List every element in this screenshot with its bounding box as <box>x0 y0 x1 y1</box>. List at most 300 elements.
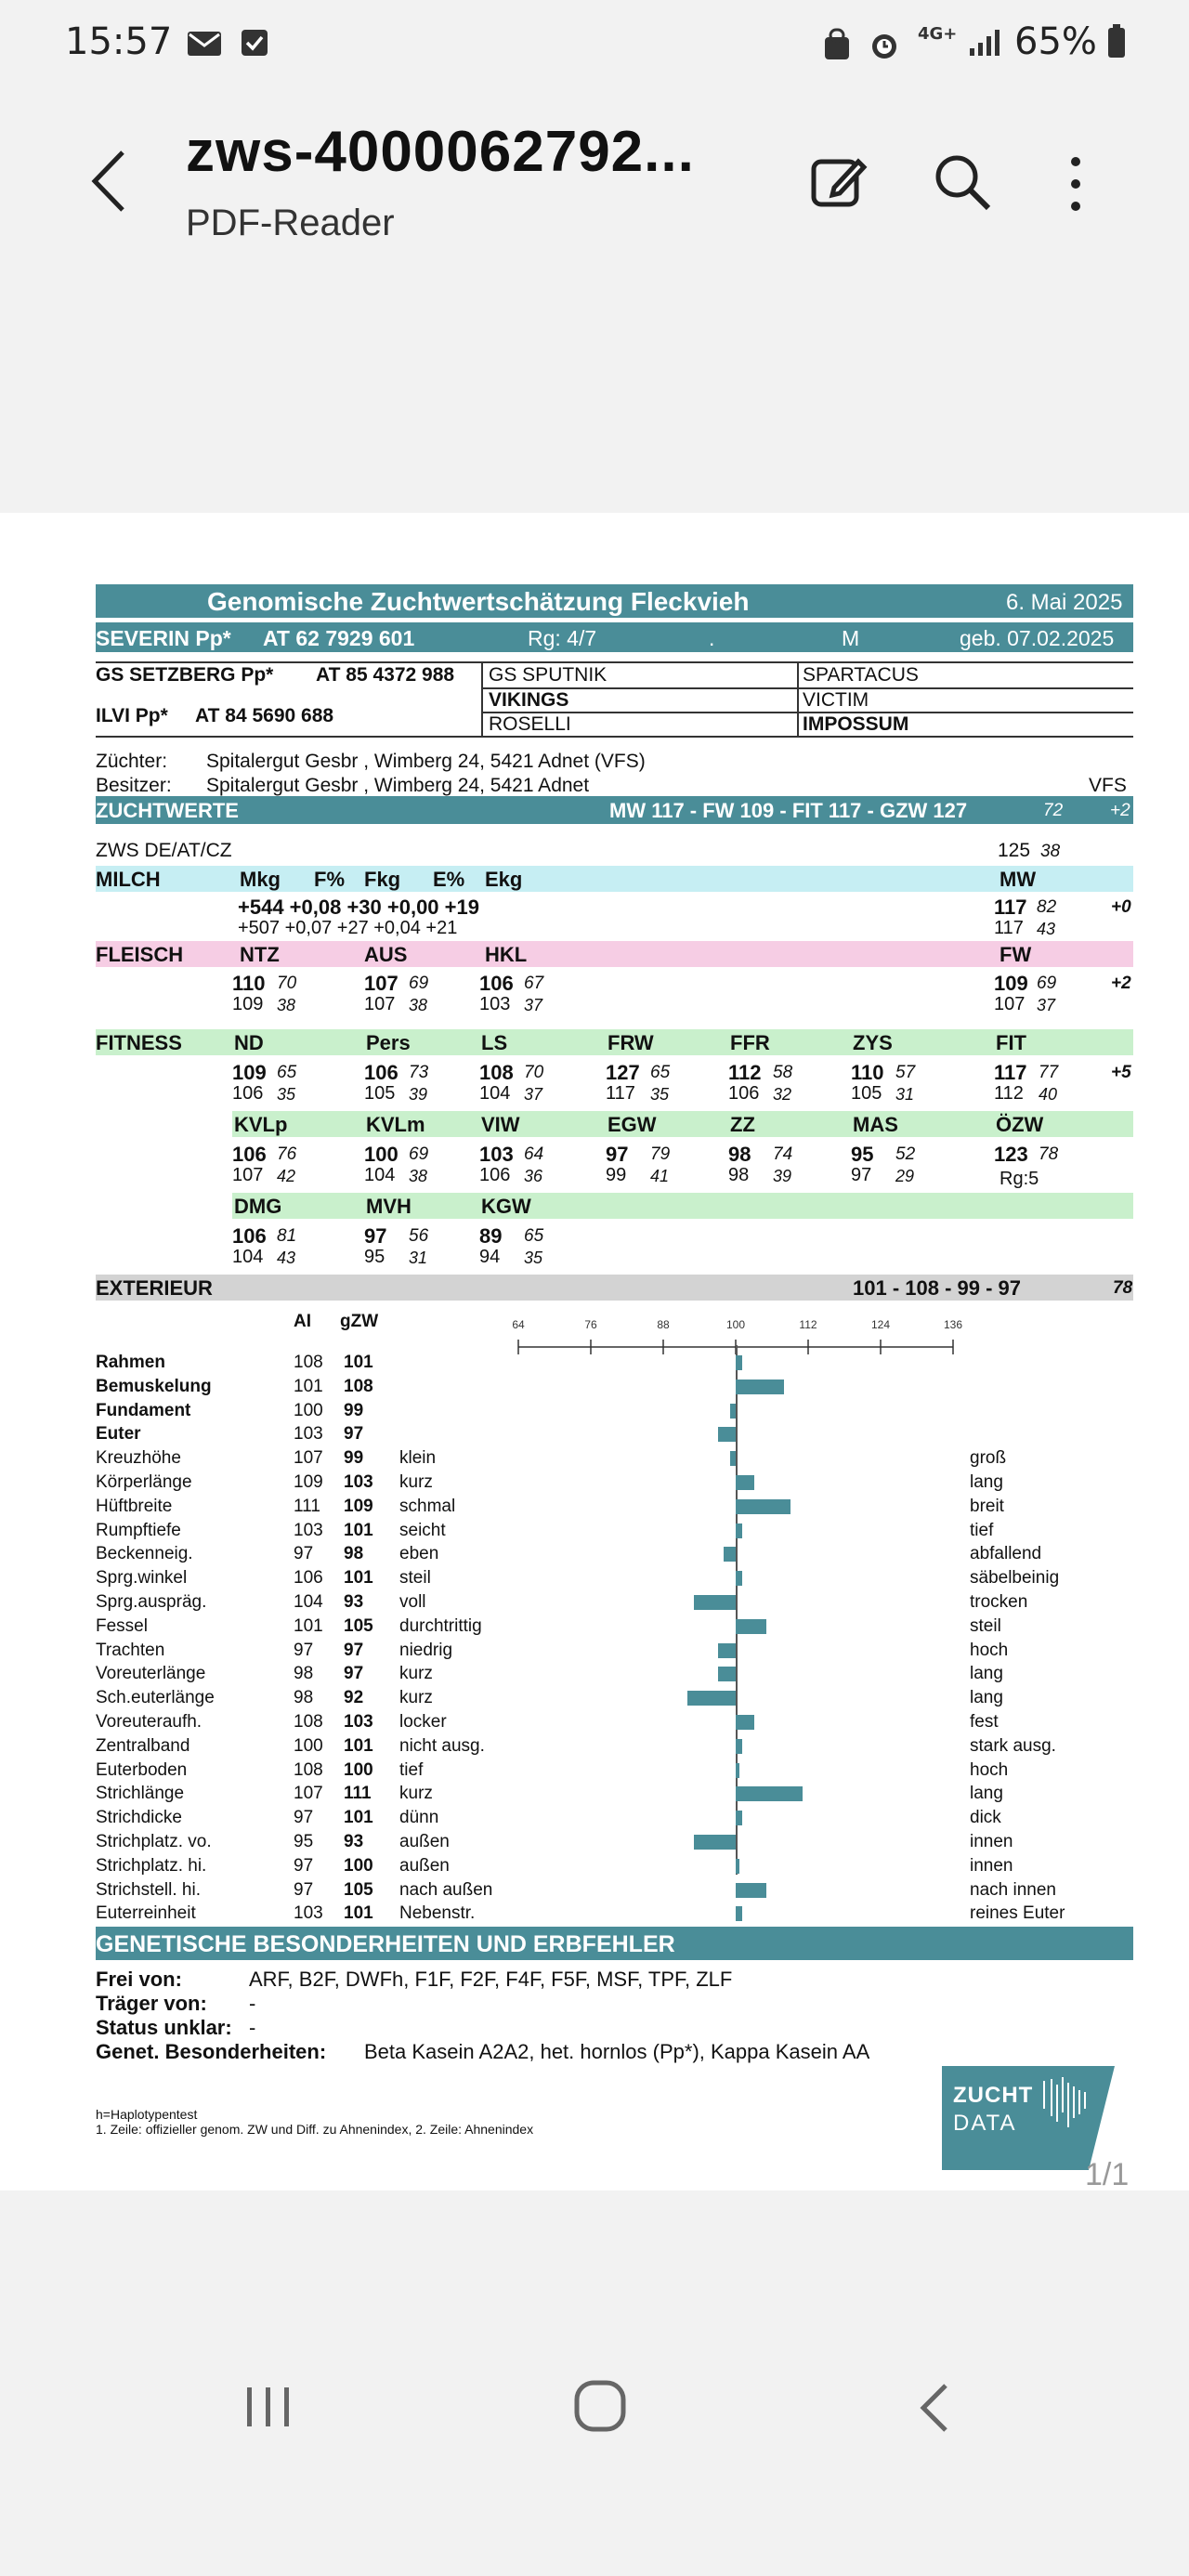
fitness-value: 98 <box>728 1143 751 1166</box>
trait-ai: 107 <box>294 1448 323 1469</box>
edit-icon[interactable] <box>808 152 868 212</box>
fitness-value: 106 <box>364 1061 399 1084</box>
fleisch-reliability: 70 <box>277 974 297 993</box>
exterieur-header <box>96 1275 1133 1301</box>
mail-icon <box>186 28 223 58</box>
trait-gzw: 97 <box>344 1664 364 1684</box>
frei-value: ARF, B2F, DWFh, F1F, F2F, F4F, F5F, MSF, TPF, ZLF <box>249 1968 733 1991</box>
trait-high-label: säbelbeinig <box>970 1568 1060 1589</box>
trait-bar <box>736 1619 766 1634</box>
trait-high-label: hoch <box>970 1759 1009 1780</box>
pedigree-c1: GS SPUTNIK <box>489 664 608 686</box>
trait-ai: 108 <box>294 1759 323 1780</box>
trait-bar <box>718 1643 737 1658</box>
network-type: 4G+ <box>918 24 958 44</box>
zuchtwerte-reliability: 72 <box>1043 801 1064 820</box>
trait-bar <box>694 1835 737 1850</box>
trait-bar <box>694 1595 737 1610</box>
zuchtwerte-diff: +2 <box>1110 801 1130 820</box>
trait-name: Sprg.winkel <box>96 1568 188 1589</box>
fleisch-reliability: 67 <box>524 974 544 993</box>
trait-bar <box>730 1451 737 1466</box>
genetics-title: GENETISCHE BESONDERHEITEN UND ERBFEHLER <box>96 1931 675 1957</box>
trait-ai: 98 <box>294 1688 314 1708</box>
trait-bar <box>736 1715 754 1730</box>
fitness-col-header: FRW <box>608 1031 654 1054</box>
fleisch-reliability: 69 <box>409 974 429 993</box>
trait-high-label: steil <box>970 1615 1001 1636</box>
fitness-reliability: 78 <box>1039 1144 1059 1164</box>
col-ai: AI <box>294 1312 311 1331</box>
unklar-value: - <box>249 2016 256 2039</box>
fitness-parent-value: 106 <box>232 1083 264 1104</box>
fitness-col-header: LS <box>481 1031 508 1054</box>
fitness-value: 127 <box>606 1061 640 1084</box>
mw-reliability: 82 <box>1037 897 1057 917</box>
sire-id: AT 85 4372 988 <box>316 664 455 686</box>
fitness-col-header: FFR <box>730 1031 770 1054</box>
trait-low-label: kurz <box>399 1784 433 1804</box>
fitness-value: 112 <box>728 1061 762 1084</box>
fitness-value: 97 <box>606 1143 629 1166</box>
fitness-parent-reliability: 29 <box>895 1167 915 1185</box>
trait-bar <box>687 1691 736 1706</box>
fitness-col-header: KVLm <box>366 1113 425 1136</box>
fitness-reliability: 52 <box>895 1144 916 1164</box>
trait-bar <box>736 1475 754 1490</box>
fitness-parent-value: 99 <box>606 1165 627 1185</box>
zws-reliability: 38 <box>1040 842 1061 861</box>
fitness-title: FITNESS <box>96 1031 182 1054</box>
mw-value: 117 <box>994 896 1027 919</box>
milch-row1: +544 +0,08 +30 +0,00 +19 <box>238 896 479 919</box>
exterieur-title: EXTERIEUR <box>96 1276 213 1300</box>
trait-name: Euterreinheit <box>96 1903 196 1924</box>
milch-col-fkg: Fkg <box>364 868 401 891</box>
exterieur-summary: 101 - 108 - 99 - 97 <box>853 1276 1022 1300</box>
fitness-parent-reliability: 31 <box>409 1249 428 1267</box>
home-icon[interactable] <box>572 2378 628 2434</box>
footnote-2: 1. Zeile: offizieller genom. ZW und Diff. zu Ahnenindex, 2. Zeile: Ahnenindex <box>96 2122 534 2137</box>
trait-bar <box>736 1859 739 1874</box>
trait-low-label: kurz <box>399 1664 433 1684</box>
trait-gzw: 103 <box>344 1472 373 1492</box>
trait-ai: 95 <box>294 1832 314 1851</box>
trait-name: Strichplatz. hi. <box>96 1855 207 1876</box>
trait-low-label: schmal <box>399 1496 456 1516</box>
fitness-parent-reliability: 35 <box>277 1085 296 1104</box>
fleisch-title: FLEISCH <box>96 943 184 966</box>
fitness-col-header: DMG <box>234 1195 282 1218</box>
trait-high-label: abfallend <box>970 1544 1042 1564</box>
trait-high-label: lang <box>970 1472 1003 1492</box>
trait-gzw: 97 <box>344 1424 364 1445</box>
exterieur-scale <box>502 1314 985 1360</box>
trait-bar <box>736 1763 739 1778</box>
trait-name: Fessel <box>96 1615 148 1636</box>
pedigree-c3: ROSELLI <box>489 713 571 735</box>
report-date: 6. Mai 2025 <box>1006 590 1123 615</box>
traeger-label: Träger von: <box>96 1992 207 2015</box>
besonderheiten-label: Genet. Besonderheiten: <box>96 2040 327 2063</box>
pdf-content <box>0 513 1189 2190</box>
fitness-rank: Rg:5 <box>1000 1169 1039 1189</box>
fitness-col-header: FIT <box>996 1031 1026 1054</box>
fitness-parent-reliability: 43 <box>277 1249 296 1267</box>
app-subtitle: PDF-Reader <box>186 203 395 243</box>
trait-gzw: 100 <box>344 1759 373 1780</box>
owner-label: Besitzer: <box>96 775 172 796</box>
trait-ai: 101 <box>294 1615 323 1636</box>
fitness-reliability: 77 <box>1039 1063 1059 1082</box>
trait-low-label: außen <box>399 1855 450 1876</box>
trait-name: Strichstell. hi. <box>96 1879 201 1900</box>
report-header <box>96 584 1133 618</box>
trait-high-label: groß <box>970 1448 1007 1469</box>
fitness-parent-reliability: 40 <box>1039 1085 1058 1104</box>
fitness-parent-value: 105 <box>851 1083 882 1104</box>
traeger-value: - <box>249 1992 256 2015</box>
scale-label: 112 <box>799 1318 817 1331</box>
sire-name: GS SETZBERG Pp* <box>96 664 274 686</box>
trait-high-label: innen <box>970 1855 1013 1876</box>
fitness-col-header: VIW <box>481 1113 520 1136</box>
pedigree-c5: VICTIM <box>803 689 869 711</box>
fitness-reliability: 65 <box>650 1063 671 1082</box>
trait-name: Beckenneig. <box>96 1544 193 1564</box>
fitness-reliability: 58 <box>773 1063 793 1082</box>
trait-name: Trachten <box>96 1640 165 1660</box>
fitness-col-header: ÖZW <box>996 1113 1044 1136</box>
trait-low-label: steil <box>399 1568 431 1589</box>
fitness-parent-reliability: 31 <box>895 1085 915 1104</box>
trait-gzw: 109 <box>344 1496 373 1516</box>
fitness-value: 123 <box>994 1143 1028 1166</box>
fitness-value: 108 <box>479 1061 514 1084</box>
trait-bar <box>736 1355 742 1370</box>
fitness-reliability: 74 <box>773 1144 793 1164</box>
trait-name: Voreuteraufh. <box>96 1712 203 1732</box>
fw-reliability-parent: 37 <box>1037 996 1056 1014</box>
genetics-band <box>96 1927 1133 1960</box>
trait-low-label: klein <box>399 1448 437 1469</box>
fitness-parent-value: 98 <box>728 1165 750 1185</box>
trait-gzw: 101 <box>344 1520 373 1540</box>
task-check-icon <box>240 28 269 58</box>
fitness-parent-value: 94 <box>479 1247 501 1267</box>
fitness-reliability: 81 <box>277 1226 297 1246</box>
milch-col-fpct: F% <box>314 868 345 891</box>
trait-ai: 100 <box>294 1400 323 1420</box>
trait-bar <box>718 1427 737 1442</box>
fitness-reliability: 79 <box>650 1144 671 1164</box>
trait-low-label: kurz <box>399 1472 433 1492</box>
milch-title: MILCH <box>96 868 161 891</box>
trait-gzw: 103 <box>344 1712 373 1732</box>
fleisch-col-fw: FW <box>1000 943 1032 966</box>
pedigree-c6: IMPOSSUM <box>803 713 909 735</box>
trait-high-label: lang <box>970 1664 1003 1684</box>
recent-apps-icon[interactable] <box>243 2384 295 2430</box>
fitness-parent-value: 106 <box>479 1165 511 1185</box>
fitness-parent-reliability: 35 <box>524 1249 543 1267</box>
fitness-reliability: 76 <box>277 1144 297 1164</box>
trait-ai: 107 <box>294 1784 323 1804</box>
milch-row2: +507 +0,07 +27 +0,04 +21 <box>238 918 458 938</box>
exterieur-reliability: 78 <box>1113 1278 1133 1298</box>
trait-high-label: nach innen <box>970 1879 1056 1900</box>
animal-rank: Rg: 4/7 <box>528 626 597 650</box>
scale-label: 88 <box>657 1318 670 1331</box>
fitness-parent-value: 107 <box>232 1165 264 1185</box>
fitness-value: 110 <box>851 1061 884 1084</box>
scale-label: 124 <box>870 1318 891 1331</box>
trait-high-label: fest <box>970 1712 999 1732</box>
trait-high-label: lang <box>970 1784 1003 1804</box>
trait-gzw: 101 <box>344 1808 373 1828</box>
trait-ai: 98 <box>294 1664 314 1684</box>
fitness-col-header: ZZ <box>730 1113 755 1136</box>
fw-diff: +2 <box>1111 974 1131 993</box>
trait-low-label: Nebenstr. <box>399 1903 476 1924</box>
fleisch-col-hkl: HKL <box>485 943 528 966</box>
fitness-parent-reliability: 39 <box>409 1085 428 1104</box>
fitness-parent-value: 106 <box>728 1083 760 1104</box>
fitness-value: 106 <box>232 1143 267 1166</box>
fw-reliability: 69 <box>1037 974 1057 993</box>
trait-bar <box>736 1571 742 1586</box>
trait-gzw: 98 <box>344 1544 364 1564</box>
trait-gzw: 93 <box>344 1832 364 1851</box>
fw-value: 109 <box>994 972 1028 995</box>
trait-high-label: trocken <box>970 1592 1028 1612</box>
trait-gzw: 101 <box>344 1735 373 1756</box>
trait-name: Körperlänge <box>96 1472 192 1492</box>
animal-birth: geb. 07.02.2025 <box>960 626 1115 650</box>
trait-low-label: nach außen <box>399 1879 493 1900</box>
fitness-reliability: 57 <box>895 1063 916 1082</box>
fleisch-col-ntz: NTZ <box>240 943 280 966</box>
trait-low-label: voll <box>399 1592 426 1612</box>
pdf-page[interactable] <box>0 513 1189 2190</box>
owner-value: Spitalergut Gesbr , Wimberg 24, 5421 Adnet <box>206 775 590 796</box>
milch-col-mkg: Mkg <box>240 868 281 891</box>
breeder-value: Spitalergut Gesbr , Wimberg 24, 5421 Adnet (VFS) <box>206 751 646 772</box>
fleisch-parent-value: 103 <box>479 994 511 1014</box>
zuchtwerte-summary: MW 117 - FW 109 - FIT 117 - GZW 127 <box>609 799 968 822</box>
fitness-value: 109 <box>232 1061 267 1084</box>
animal-dot: . <box>709 626 715 650</box>
trait-high-label: dick <box>970 1808 1001 1828</box>
trait-bar <box>736 1499 790 1514</box>
trait-high-label: stark ausg. <box>970 1735 1056 1756</box>
trait-gzw: 101 <box>344 1353 373 1372</box>
trait-low-label: dünn <box>399 1808 439 1828</box>
fleisch-parent-reliability: 37 <box>524 996 543 1014</box>
trait-ai: 104 <box>294 1592 323 1612</box>
mw-value-parent: 117 <box>994 918 1024 938</box>
scale-label: 76 <box>584 1318 597 1331</box>
trait-ai: 97 <box>294 1544 314 1564</box>
trait-name: Rumpftiefe <box>96 1520 181 1540</box>
logo-text-1: ZUCHT <box>953 2083 1034 2108</box>
fitness-reliability: 65 <box>524 1226 544 1246</box>
trait-high-label: hoch <box>970 1640 1009 1660</box>
trait-ai: 100 <box>294 1735 323 1756</box>
fitness-parent-reliability: 36 <box>524 1167 543 1185</box>
trait-low-label: locker <box>399 1712 447 1732</box>
trait-name: Fundament <box>96 1400 191 1420</box>
trait-ai: 111 <box>294 1496 320 1516</box>
search-icon[interactable] <box>933 152 992 212</box>
fitness-reliability: 64 <box>524 1144 544 1164</box>
trait-gzw: 105 <box>344 1615 373 1636</box>
trait-ai: 103 <box>294 1424 323 1445</box>
more-options-icon[interactable] <box>1065 154 1087 214</box>
unklar-label: Status unklar: <box>96 2016 232 2039</box>
trait-gzw: 111 <box>344 1784 372 1804</box>
fitness-value: 117 <box>994 1061 1027 1084</box>
col-gzw: gZW <box>340 1312 379 1331</box>
navigation-bar <box>0 2192 1189 2576</box>
trait-name: Hüftbreite <box>96 1496 173 1516</box>
trait-name: Euter <box>96 1424 141 1445</box>
trait-ai: 97 <box>294 1808 314 1828</box>
fitness-parent-reliability: 42 <box>277 1167 296 1185</box>
trait-ai: 97 <box>294 1879 314 1900</box>
trait-gzw: 99 <box>344 1400 364 1420</box>
fleisch-parent-reliability: 38 <box>409 996 428 1014</box>
trait-high-label: reines Euter <box>970 1903 1065 1924</box>
fitness-reliability: 70 <box>524 1063 544 1082</box>
fitness-reliability: 69 <box>409 1144 429 1164</box>
trait-bar <box>724 1547 736 1562</box>
fitness-parent-value: 104 <box>364 1165 396 1185</box>
zuchtwerte-band <box>96 796 1133 824</box>
fw-value-parent: 107 <box>994 994 1026 1014</box>
trait-ai: 97 <box>294 1855 314 1876</box>
back-nav-icon[interactable] <box>916 2382 953 2434</box>
trait-gzw: 97 <box>344 1640 364 1660</box>
fitness-value: 100 <box>364 1143 399 1166</box>
trait-low-label: außen <box>399 1832 450 1851</box>
dam-id: AT 84 5690 688 <box>195 705 334 726</box>
fitness-parent-value: 105 <box>364 1083 396 1104</box>
trait-bar <box>730 1404 737 1419</box>
dam-name: ILVI Pp* <box>96 705 168 726</box>
fitness-value: 97 <box>364 1224 387 1248</box>
trait-ai: 109 <box>294 1472 323 1492</box>
pedigree-c4: SPARTACUS <box>803 664 919 686</box>
fitness-value: 89 <box>479 1224 503 1248</box>
trait-name: Rahmen <box>96 1353 165 1372</box>
trait-name: Voreuterlänge <box>96 1664 206 1684</box>
battery-percent: 65% <box>1014 20 1097 63</box>
fitness-col-header: ZYS <box>853 1031 893 1054</box>
trait-ai: 101 <box>294 1376 323 1396</box>
trait-bar <box>736 1906 742 1921</box>
trait-high-label: tief <box>970 1520 994 1540</box>
fleisch-value: 110 <box>232 972 266 995</box>
fitness-reliability: 65 <box>277 1063 297 1082</box>
trait-bar <box>736 1380 784 1394</box>
trait-gzw: 101 <box>344 1568 373 1589</box>
trait-low-label: seicht <box>399 1520 446 1540</box>
trait-name: Strichlänge <box>96 1784 185 1804</box>
trait-bar <box>736 1883 766 1898</box>
fitness-col-header: MAS <box>853 1113 898 1136</box>
battery-icon <box>1107 24 1126 59</box>
trait-gzw: 99 <box>344 1448 364 1469</box>
fitness-col-header: Pers <box>366 1031 411 1054</box>
report-title: Genomische Zuchtwertschätzung Fleckvieh <box>207 587 750 616</box>
trait-name: Euterboden <box>96 1759 188 1780</box>
trait-ai: 106 <box>294 1568 323 1589</box>
fleisch-value: 107 <box>364 972 399 995</box>
fitness-parent-reliability: 39 <box>773 1167 792 1185</box>
trait-gzw: 105 <box>344 1879 373 1900</box>
milch-col-mw: MW <box>1000 868 1037 891</box>
fleisch-col-aus: AUS <box>364 943 408 966</box>
trait-bar <box>736 1811 742 1825</box>
zws-label: ZWS DE/AT/CZ <box>96 840 232 861</box>
fitness-parent-reliability: 37 <box>524 1085 543 1104</box>
status-time: 15:57 <box>65 20 173 63</box>
trait-gzw: 108 <box>344 1376 373 1396</box>
mw-reliability-parent: 43 <box>1037 920 1056 938</box>
trait-name: Bemuskelung <box>96 1376 212 1396</box>
trait-low-label: eben <box>399 1544 439 1564</box>
trait-ai: 103 <box>294 1903 323 1924</box>
document-title: zws-4000062792... <box>186 120 695 184</box>
trait-name: Sprg.auspräg. <box>96 1592 207 1612</box>
fitness-col-header: MVH <box>366 1195 412 1218</box>
trait-bar <box>736 1523 742 1538</box>
fitness-value: 106 <box>232 1224 267 1248</box>
fitness-col-header: KGW <box>481 1195 531 1218</box>
trait-ai: 97 <box>294 1640 314 1660</box>
trait-gzw: 101 <box>344 1903 373 1924</box>
trait-name: Zentralband <box>96 1735 190 1756</box>
fleisch-parent-value: 107 <box>364 994 396 1014</box>
trait-ai: 103 <box>294 1520 323 1540</box>
trait-bar <box>736 1739 742 1754</box>
owner-org: VFS <box>1089 775 1127 796</box>
scale-label: 100 <box>725 1318 746 1331</box>
animal-band <box>96 622 1133 652</box>
trait-gzw: 92 <box>344 1688 364 1708</box>
trait-low-label: durchtrittig <box>399 1615 482 1636</box>
trait-bar <box>736 1786 803 1801</box>
animal-sex: M <box>842 626 860 650</box>
milch-col-ekg: Ekg <box>485 868 523 891</box>
trait-high-label: innen <box>970 1832 1013 1851</box>
zws-value: 125 <box>998 840 1031 861</box>
trait-name: Strichdicke <box>96 1808 182 1828</box>
back-arrow-icon[interactable] <box>89 149 128 214</box>
trait-ai: 108 <box>294 1712 323 1732</box>
trait-high-label: lang <box>970 1688 1003 1708</box>
fitness-reliability: 73 <box>409 1063 429 1082</box>
pedigree-c2: VIKINGS <box>489 689 569 711</box>
trait-ai: 108 <box>294 1353 323 1372</box>
mw-diff: +0 <box>1111 897 1131 917</box>
fitness-parent-reliability: 38 <box>409 1167 428 1185</box>
fitness-parent-value: 104 <box>232 1247 264 1267</box>
trait-high-label: breit <box>970 1496 1004 1516</box>
footnote-1: h=Haplotypentest <box>96 2107 198 2122</box>
fitness-parent-reliability: 41 <box>650 1167 670 1185</box>
